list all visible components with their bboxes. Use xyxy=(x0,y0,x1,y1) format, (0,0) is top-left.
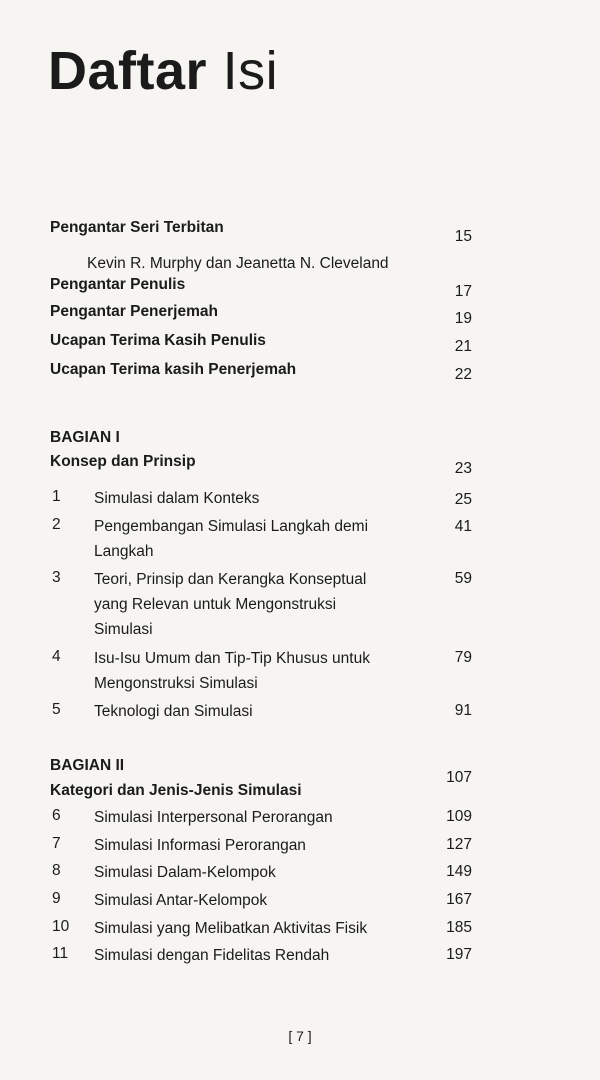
chapter-number: 4 xyxy=(52,648,61,665)
chapter-title: Teknologi dan Simulasi xyxy=(94,703,253,720)
chapter-page: 59 xyxy=(454,570,472,587)
page-number: [ 7 ] xyxy=(288,1028,312,1044)
part-page: 107 xyxy=(446,769,472,786)
page-title-light: Isi xyxy=(222,41,279,101)
toc-page-series-foreword: 15 xyxy=(454,228,472,245)
chapter-title: Simulasi Antar-Kelompok xyxy=(94,892,268,909)
toc-entry-author-foreword: Pengantar Penulis xyxy=(50,276,186,293)
part-title: Kategori dan Jenis-Jenis Simulasi xyxy=(50,782,302,799)
chapter-title: Simulasi yang Melibatkan Aktivitas Fisik xyxy=(94,920,368,937)
toc-entry-author-acknowledgements: Ucapan Terima Kasih Penulis xyxy=(50,332,266,349)
toc-page-translator-foreword: 19 xyxy=(454,310,472,327)
chapter-title: Simulasi dalam Konteks xyxy=(94,490,260,507)
chapter-number: 3 xyxy=(52,569,61,586)
chapter-title: Pengembangan Simulasi Langkah demi Langkah xyxy=(94,518,369,560)
toc-entry-series-foreword: Pengantar Seri Terbitan xyxy=(50,219,224,236)
part-label: BAGIAN I xyxy=(50,429,120,446)
chapter-page: 109 xyxy=(446,808,472,825)
page-title xyxy=(48,38,278,104)
chapter-page: 25 xyxy=(454,491,472,508)
chapter-number: 7 xyxy=(52,835,61,852)
chapter-number: 10 xyxy=(52,918,70,935)
toc-page-translator-acknowledgements: 22 xyxy=(454,366,472,383)
chapter-number: 2 xyxy=(52,516,61,533)
toc-page-author-acknowledgements: 21 xyxy=(454,338,472,355)
chapter-number: 8 xyxy=(52,862,61,879)
chapter-title: Teori, Prinsip dan Kerangka Konseptual yang Relevan untuk Mengonstruksi Simulasi xyxy=(94,571,367,638)
chapter-title: Simulasi dengan Fidelitas Rendah xyxy=(94,947,330,964)
toc-page-author-foreword: 17 xyxy=(454,283,472,300)
part-title: Konsep dan Prinsip xyxy=(50,453,196,470)
toc-entry-translator-foreword: Pengantar Penerjemah xyxy=(50,303,218,320)
page-title-bold: Daftar xyxy=(48,41,208,101)
chapter-number: 5 xyxy=(52,701,61,718)
chapter-page: 127 xyxy=(446,836,472,853)
chapter-number: 9 xyxy=(52,890,61,907)
chapter-page: 197 xyxy=(446,946,472,963)
chapter-page: 185 xyxy=(446,919,472,936)
chapter-title: Simulasi Interpersonal Perorangan xyxy=(94,809,333,826)
chapter-page: 149 xyxy=(446,863,472,880)
chapter-title: Simulasi Informasi Perorangan xyxy=(94,837,306,854)
chapter-number: 1 xyxy=(52,488,61,505)
chapter-page: 91 xyxy=(454,702,472,719)
part-label: BAGIAN II xyxy=(50,757,125,774)
part-page: 23 xyxy=(454,460,472,477)
chapter-number: 11 xyxy=(52,945,69,962)
toc-entry-series-editors: Kevin R. Murphy dan Jeanetta N. Cleveland xyxy=(87,255,389,272)
toc-entry-translator-acknowledgements: Ucapan Terima kasih Penerjemah xyxy=(50,361,297,378)
chapter-title: Simulasi Dalam-Kelompok xyxy=(94,864,276,881)
chapter-page: 167 xyxy=(446,891,472,908)
chapter-page: 79 xyxy=(454,649,472,666)
chapter-number: 6 xyxy=(52,807,61,824)
chapter-page: 41 xyxy=(454,518,472,535)
chapter-title: Isu-Isu Umum dan Tip-Tip Khusus untuk Mengonstruksi Simulasi xyxy=(94,650,370,692)
